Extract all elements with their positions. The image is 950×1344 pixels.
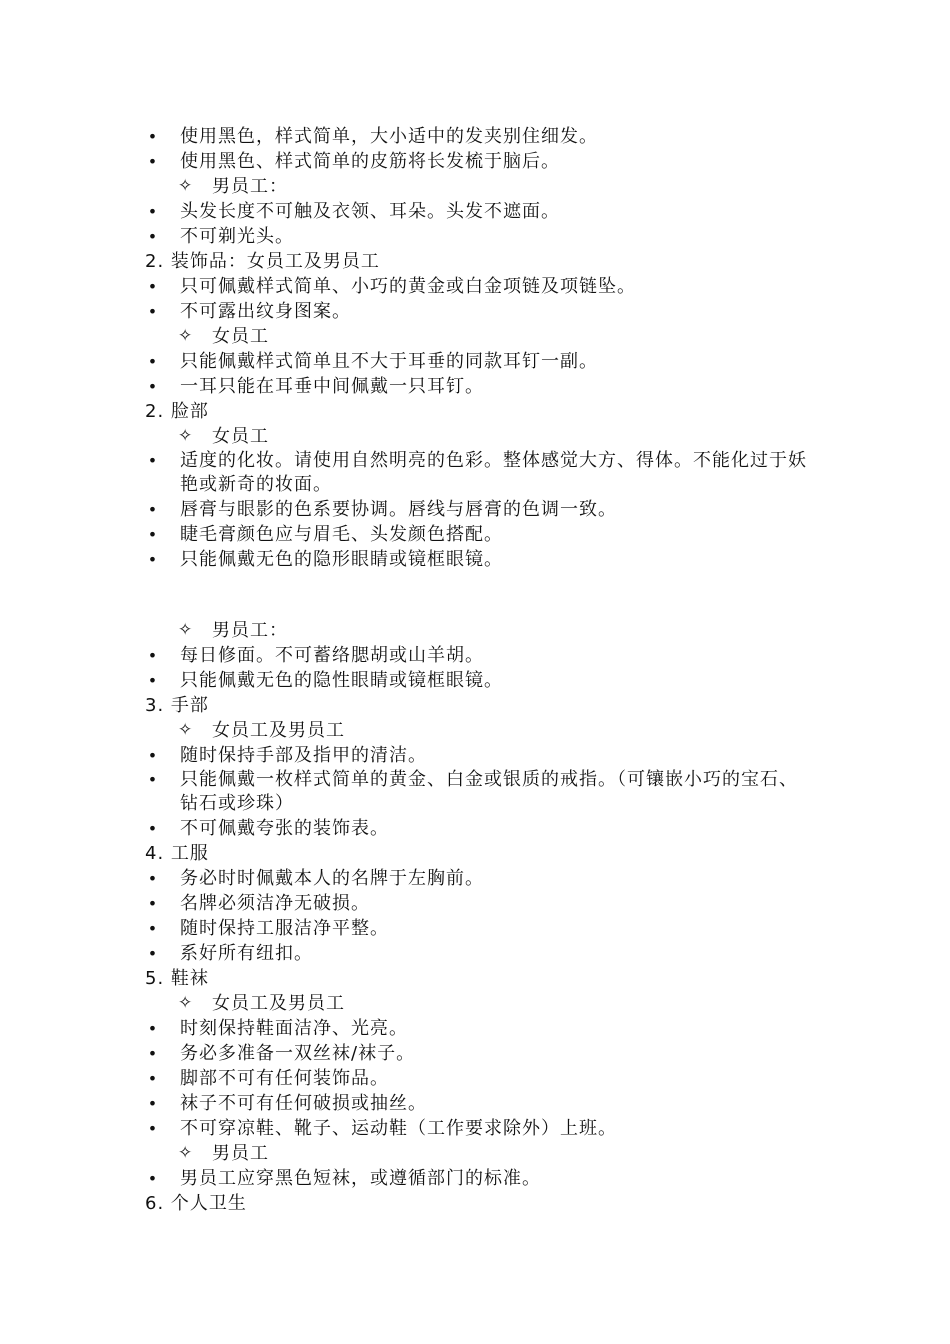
bullet-item <box>0 522 950 547</box>
bullet-item <box>0 199 950 224</box>
bullet-icon: • <box>147 1044 159 1063</box>
line-text: 适度的化妆。请使用自然明亮的色彩。整体感觉大方、得体。不能化过于妖艳或新奇的妆面。 <box>180 450 807 495</box>
diamond-icon: ✧ <box>178 720 194 740</box>
line-text: 女员工及男员工 <box>212 993 345 1014</box>
bullet-item <box>0 668 950 693</box>
bullet-icon: • <box>147 646 159 665</box>
line-text: 只能佩戴无色的隐性眼睛或镜框眼镜。 <box>180 670 503 691</box>
line-text: 男员工： <box>212 176 288 197</box>
bullet-icon: • <box>147 869 159 888</box>
line-text: 男员工： <box>212 620 288 641</box>
bullet-icon: • <box>147 1169 159 1188</box>
section-heading <box>0 1191 950 1216</box>
bullet-item <box>0 1116 950 1141</box>
line-text: 名牌必须洁净无破损。 <box>180 893 370 914</box>
bullet-item <box>0 866 950 891</box>
blank-line <box>0 572 950 618</box>
bullet-item <box>0 274 950 299</box>
line-text: 只能佩戴一枚样式简单的黄金、白金或银质的戒指。（可镶嵌小巧的宝石、钻石或珍珠） <box>180 769 798 814</box>
line-text: 男员工 <box>212 1143 269 1164</box>
line-text: 4. 工服 <box>145 843 209 864</box>
line-text: 袜子不可有任何破损或抽丝。 <box>180 1093 427 1114</box>
bullet-item <box>0 816 950 841</box>
line-text: 使用黑色，样式简单，大小适中的发夹别住细发。 <box>180 126 598 147</box>
line-text: 随时保持工服洁净平整。 <box>180 918 389 939</box>
bullet-item <box>0 449 950 497</box>
line-text: 不可露出纹身图案。 <box>180 301 351 322</box>
line-text: 睫毛膏颜色应与眉毛、头发颜色搭配。 <box>180 524 503 545</box>
line-text: 女员工 <box>212 326 269 347</box>
line-text: 不可穿凉鞋、靴子、运动鞋（工作要求除外）上班。 <box>180 1118 617 1139</box>
bullet-item <box>0 547 950 572</box>
bullet-item <box>0 1066 950 1091</box>
line-text: 唇膏与眼影的色系要协调。唇线与唇膏的色调一致。 <box>180 499 617 520</box>
line-text: 只能佩戴无色的隐形眼睛或镜框眼镜。 <box>180 549 503 570</box>
bullet-icon: • <box>147 525 159 544</box>
bullet-icon: • <box>147 819 159 838</box>
diamond-icon: ✧ <box>178 993 194 1013</box>
bullet-item <box>0 124 950 149</box>
sub-heading <box>0 991 950 1016</box>
bullet-icon: • <box>147 919 159 938</box>
line-text: 使用黑色、样式简单的皮筋将长发梳于脑后。 <box>180 151 560 172</box>
line-text: 6. 个人卫生 <box>145 1193 247 1214</box>
bullet-item <box>0 891 950 916</box>
line-text: 脚部不可有任何装饰品。 <box>180 1068 389 1089</box>
bullet-item <box>0 224 950 249</box>
bullet-item <box>0 299 950 324</box>
sub-heading <box>0 174 950 199</box>
bullet-item <box>0 1166 950 1191</box>
bullet-icon: • <box>147 500 159 519</box>
bullet-icon: • <box>147 894 159 913</box>
bullet-icon: • <box>147 352 159 371</box>
sub-heading <box>0 618 950 643</box>
diamond-icon: ✧ <box>178 426 194 446</box>
bullet-icon: • <box>147 377 159 396</box>
bullet-icon: • <box>147 227 159 246</box>
bullet-icon: • <box>147 770 159 789</box>
document-page <box>0 124 950 1216</box>
line-text: 5. 鞋袜 <box>145 968 209 989</box>
bullet-item <box>0 916 950 941</box>
line-text: 随时保持手部及指甲的清洁。 <box>180 745 427 766</box>
line-text: 一耳只能在耳垂中间佩戴一只耳钉。 <box>180 376 484 397</box>
section-heading <box>0 249 950 274</box>
bullet-icon: • <box>147 302 159 321</box>
line-text: 3. 手部 <box>145 695 209 716</box>
line-text: 头发长度不可触及衣领、耳朵。头发不遮面。 <box>180 201 560 222</box>
bullet-icon: • <box>147 202 159 221</box>
bullet-item <box>0 768 950 816</box>
bullet-icon: • <box>147 1069 159 1088</box>
line-text: 男员工应穿黑色短袜，或遵循部门的标准。 <box>180 1168 541 1189</box>
bullet-icon: • <box>147 550 159 569</box>
bullet-item <box>0 497 950 522</box>
section-heading <box>0 693 950 718</box>
diamond-icon: ✧ <box>178 176 194 196</box>
bullet-item <box>0 149 950 174</box>
bullet-item <box>0 1091 950 1116</box>
bullet-item <box>0 941 950 966</box>
bullet-icon: • <box>147 1019 159 1038</box>
bullet-icon: • <box>147 746 159 765</box>
bullet-item <box>0 1016 950 1041</box>
bullet-icon: • <box>147 277 159 296</box>
bullet-icon: • <box>147 152 159 171</box>
bullet-item <box>0 1041 950 1066</box>
bullet-icon: • <box>147 127 159 146</box>
bullet-item <box>0 374 950 399</box>
bullet-icon: • <box>147 944 159 963</box>
line-text: 每日修面。不可蓄络腮胡或山羊胡。 <box>180 645 484 666</box>
sub-heading <box>0 424 950 449</box>
line-text: 只可佩戴样式简单、小巧的黄金或白金项链及项链坠。 <box>180 276 636 297</box>
line-text: 不可剃光头。 <box>180 226 294 247</box>
line-text: 务必时时佩戴本人的名牌于左胸前。 <box>180 868 484 889</box>
bullet-item <box>0 349 950 374</box>
bullet-item <box>0 643 950 668</box>
diamond-icon: ✧ <box>178 620 194 640</box>
diamond-icon: ✧ <box>178 1143 194 1163</box>
bullet-item <box>0 743 950 768</box>
sub-heading <box>0 1141 950 1166</box>
section-heading <box>0 966 950 991</box>
line-text: 只能佩戴样式简单且不大于耳垂的同款耳钉一副。 <box>180 351 598 372</box>
bullet-icon: • <box>147 451 159 470</box>
section-heading <box>0 399 950 424</box>
sub-heading <box>0 324 950 349</box>
line-text: 系好所有纽扣。 <box>180 943 313 964</box>
bullet-icon: • <box>147 1094 159 1113</box>
line-text: 2. 装饰品：女员工及男员工 <box>145 251 380 272</box>
section-heading <box>0 841 950 866</box>
line-text: 不可佩戴夸张的装饰表。 <box>180 818 389 839</box>
line-text: 务必多准备一双丝袜/袜子。 <box>180 1043 416 1064</box>
bullet-icon: • <box>147 671 159 690</box>
line-text: 女员工及男员工 <box>212 720 345 741</box>
sub-heading <box>0 718 950 743</box>
diamond-icon: ✧ <box>178 326 194 346</box>
line-text: 时刻保持鞋面洁净、光亮。 <box>180 1018 408 1039</box>
line-text: 2. 脸部 <box>145 401 209 422</box>
bullet-icon: • <box>147 1119 159 1138</box>
line-text: 女员工 <box>212 426 269 447</box>
